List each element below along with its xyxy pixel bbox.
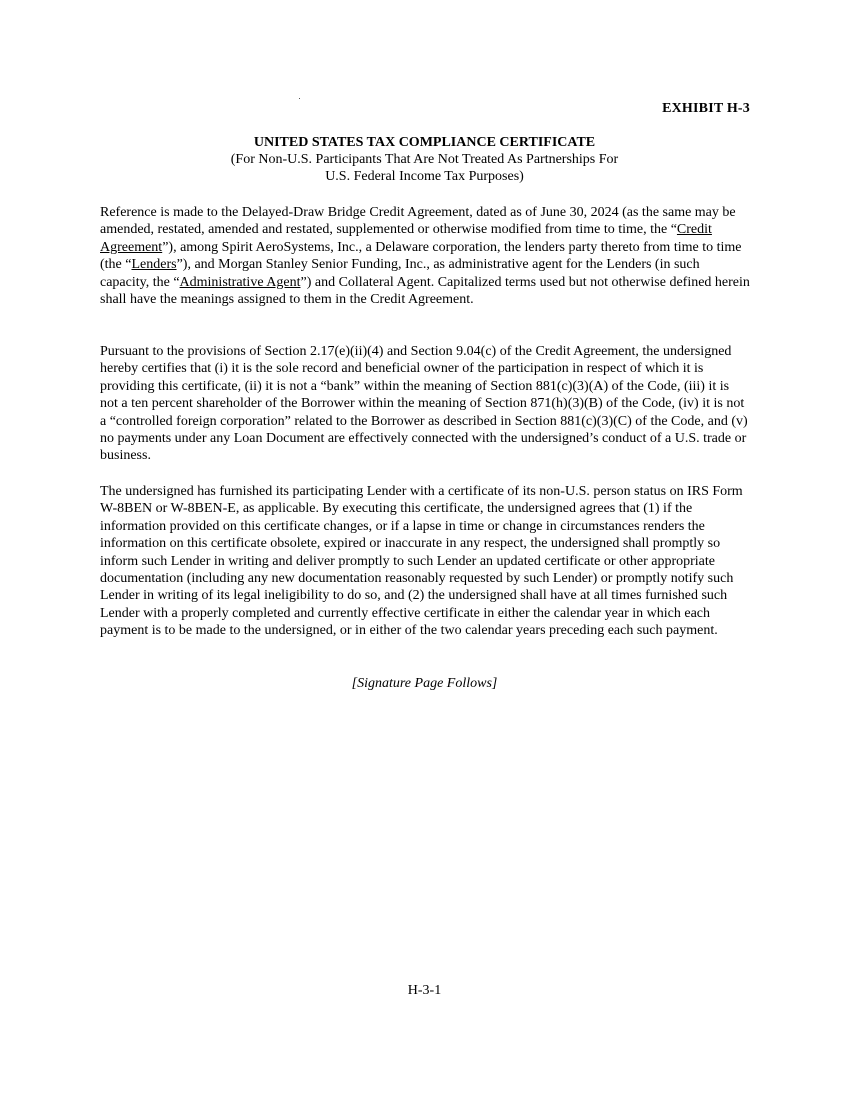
paragraph1-text-part1: Reference is made to the Delayed-Draw Bridge Credit Agreement, dated as of June 30, 2024 (as the same may be amended, restated, amended and restated, supplemented or otherwise modified from time to time, the “	[100, 205, 736, 238]
paragraph1-text-part4: ”) and Collateral Agent. Capitalized terms used but not otherwise defined herein shall have the meanings assigned to them in the Credit Agreement.	[100, 274, 750, 308]
defined-term-credit-agreement: Credit Agreement	[100, 222, 712, 255]
exhibit-label: EXHIBIT H-3	[662, 101, 750, 116]
paragraph3-text: The undersigned has furnished its participating Lender with a certificate of its non-U.S. person status on IRS Form W-8BEN or W-8BEN-E, as applicable. By executing this certificate, the undersigned agrees that (1) if the information provided on this certificate changes, or if a lapse in time or change in circumstances renders the information on this certificate obsolete, expired or inaccurate in any respect, the undersigned shall promptly so inform such Lender in writing and deliver promptly to such Lender an updated certificate or other appropriate documentation (including any new documentation reasonably requested by such Lender) or promptly notify such Lender in writing of its legal ineligibility to do so, and (2) the undersigned shall have at all times furnished such Lender with a properly completed and currently effective certificate in either the calendar year in which each payment is to be made to the undersigned, or in either of the two calendar years preceding each such payment.	[100, 484, 743, 639]
paragraph-reference	[100, 204, 750, 308]
document-subtitle-line1: (For Non-U.S. Participants That Are Not Treated As Partnerships For	[230, 152, 619, 167]
scan-mark	[299, 98, 300, 99]
defined-term-lenders: Lenders	[131, 257, 177, 273]
paragraph-undertaking	[100, 483, 750, 640]
title-block	[100, 134, 749, 185]
document-subtitle-line2: U.S. Federal Income Tax Purposes)	[325, 169, 524, 184]
signature-page-note: [Signature Page Follows]	[351, 676, 498, 691]
paragraph2-text: Pursuant to the provisions of Section 2.17(e)(ii)(4) and Section 9.04(c) of the Credit Agreement, the undersigned hereby certifies that (i) it is the sole record and beneficial owner of the participation in respect of which it is providing this certificate, (ii) it is not a “bank” within the meaning of Section 881(c)(3)(A) of the Code, (iii) it is not a ten percent shareholder of the Borrower within the meaning of Section 871(h)(3)(B) of the Code, (iv) it is not a “controlled foreign corporation” related to the Borrower as described in Section 881(c)(3)(C) of the Code, and (v) no payments under any Loan Document are effectively connected with the undersigned’s conduct of a U.S. trade or business.	[100, 344, 748, 464]
paragraph-certification	[100, 343, 750, 465]
paragraph1-text-part2: ”), among Spirit AeroSystems, Inc., a Delaware corporation, the lenders party thereto from time to time (the “	[100, 239, 742, 273]
document-title: UNITED STATES TAX COMPLIANCE CERTIFICATE	[253, 135, 596, 150]
paragraph1-text-part3: ”), and Morgan Stanley Senior Funding, Inc., as administrative agent for the Lenders (in such capacity, the “	[100, 257, 700, 290]
defined-term-administrative-agent: Administrative Agent	[179, 274, 301, 290]
page-number: H-3-1	[407, 983, 442, 998]
